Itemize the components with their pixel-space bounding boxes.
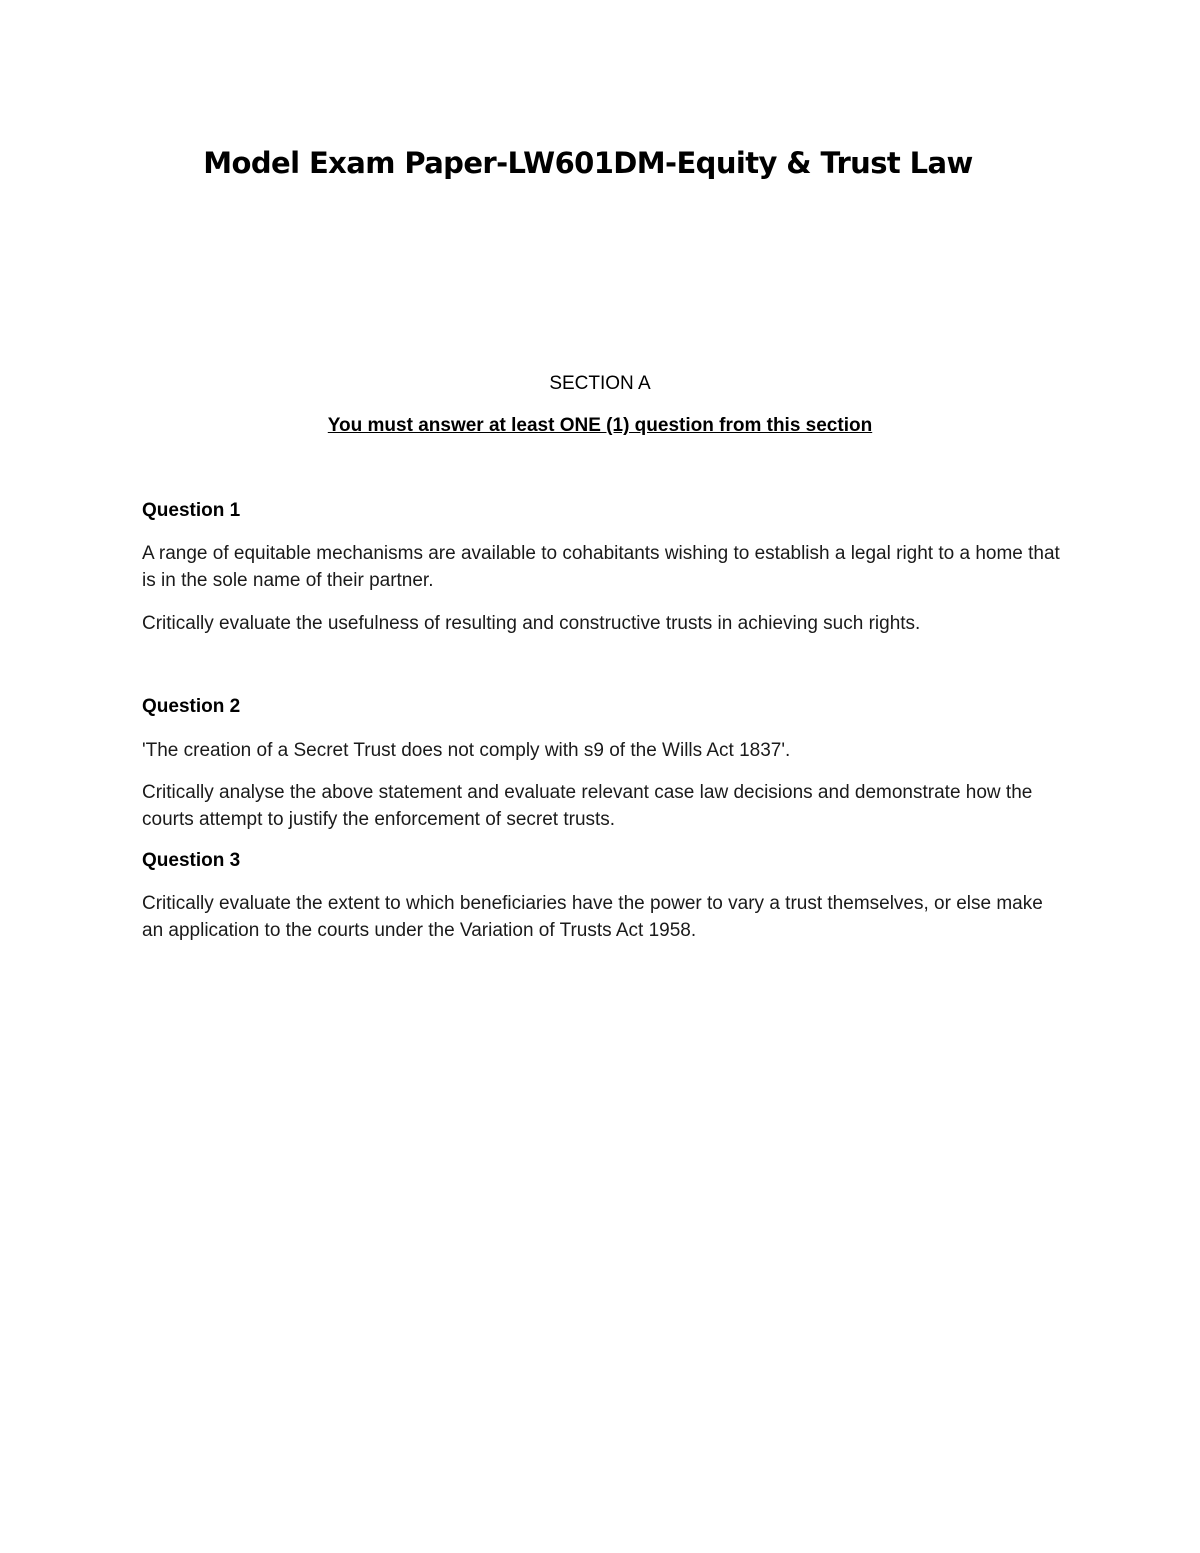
question-1-heading: Question 1 <box>142 500 241 521</box>
question-3-heading: Question 3 <box>142 850 241 871</box>
question-2-paragraph-1: 'The creation of a Secret Trust does not comply with s9 of the Wills Act 1837'. <box>142 740 791 761</box>
page-title: Model Exam Paper-LW601DM-Equity & Trust Law <box>203 146 973 180</box>
question-2-heading: Question 2 <box>142 696 241 717</box>
question-1-paragraph-2: Critically evaluate the usefulness of resulting and constructive trusts in achieving such rights. <box>142 613 921 634</box>
section-instruction: You must answer at least ONE (1) question from this section <box>327 415 873 436</box>
question-3-paragraph-1: Critically evaluate the extent to which beneficiaries have the power to vary a trust themselves, or else make an application to the courts under the Variation of Trusts Act 1958. <box>142 893 1043 941</box>
section-heading: SECTION A <box>549 373 651 394</box>
question-1-paragraph-1: A range of equitable mechanisms are available to cohabitants wishing to establish a legal right to a home that is in the sole name of their partner. <box>142 543 1060 591</box>
question-2-paragraph-2: Critically analyse the above statement and evaluate relevant case law decisions and demonstrate how the courts attempt to justify the enforcement of secret trusts. <box>142 782 1033 830</box>
